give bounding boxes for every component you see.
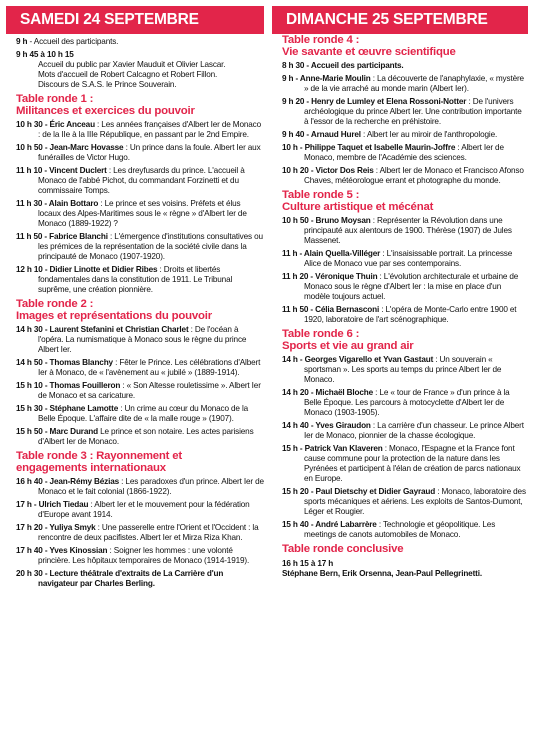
entry-speakers: Arnaud Hurel	[310, 130, 361, 139]
sunday-header: DIMANCHE 25 SEPTEMBRE	[272, 6, 528, 34]
entry-speakers: Paul Dietschy et Didier Gayraud	[315, 487, 436, 496]
schedule-entry: 17 h 20 - Yuliya Smyk : Une passerelle entre l'Orient et l'Occident : la rencontre de deux pacifistes. Albert Ier et Mirza Riza Khan.	[16, 523, 259, 542]
schedule-entry: 11 h 10 - Vincent Duclert : Les dreyfusards du prince. L'accueil à Monaco de l'abbé Pichot, du commandant Forzinetti et du commissaire Tomps.	[16, 166, 245, 195]
entry-time: 15 h	[282, 444, 298, 453]
entry-time: 11 h 30	[16, 199, 43, 208]
round5-list	[282, 216, 528, 325]
entry-title: : Un prince dans la foule. Albert Ier aux funérailles de Victor Hugo.	[38, 143, 261, 162]
schedule-entry: 14 h 20 - Michaël Bloche : Le « tour de France » d'un prince à la Belle Époque. Les parcours à motocyclette d'Albert Ier de Monaco (1903-1905).	[282, 388, 510, 417]
round3-list	[16, 477, 264, 589]
entry-speakers: Fabrice Blanchi	[49, 232, 108, 241]
entry-time: 15 h 20	[282, 487, 309, 496]
entry-speakers: Éric Anceau	[49, 120, 95, 129]
entry-speakers: Philippe Taquet et Isabelle Maurin-Joffre	[304, 143, 456, 152]
schedule-entry: 14 h 40 - Yves Giraudon : La carrière d'un chasseur. Le prince Albert Ier de Monaco, pionnier de la chasse écologique.	[282, 421, 524, 440]
schedule-entry: 14 h 50 - Thomas Blanchy : Fêter le Prince. Les célébrations d'Albert Ier à Monaco, de « l'avènement au « jubilé » (1889-1914).	[16, 358, 261, 377]
entry-title: : Albert Ier de Monaco, membre de l'Académie des sciences.	[304, 143, 504, 162]
schedule-entry: 15 h 40 - André Labarrère : Technologie et géopolitique. Les meetings de canots automobiles de Monaco.	[282, 520, 496, 539]
round1-title: Table ronde 1 : Militances et exercices du pouvoir	[16, 93, 195, 117]
entry-title: : L'évolution architecturale et urbaine de Monaco sous le règne d'Albert Ier : la mise en place d'un modèle toujours actuel.	[304, 272, 519, 301]
entry-speakers: Thomas Blanchy	[49, 358, 113, 367]
entry-speakers: Victor Dos Reis	[315, 166, 374, 175]
entry-time: 14 h	[282, 355, 298, 364]
schedule-entry: 20 h 30 - Lecture théâtrale d'extraits de La Carrière d'un navigateur par Charles Berling.	[16, 569, 224, 588]
entry-speakers: Henry de Lumley et Elena Rossoni-Notter	[311, 97, 467, 106]
entry-title: : Le « tour de France » d'un prince à la Belle Époque. Les parcours à motocyclette d'Albert Ier de Monaco (1903-1905).	[304, 388, 510, 417]
saturday-column	[6, 6, 264, 592]
schedule-entry: 9 h - Anne-Marie Moulin : La découverte de l'anaphylaxie, « mystère » de la vie arraché au monde marin (Albert Ier).	[282, 74, 524, 93]
entry-time: 11 h 10	[16, 166, 43, 175]
schedule-entry: 11 h 50 - Célia Bernasconi : L'opéra de Monte-Carlo entre 1900 et 1920, laboratoire de l'art scénographique.	[282, 305, 517, 324]
schedule-entry: 11 h - Alain Quella-Villéger : L'insaisissable portrait. La princesse Alice de Monaco vue par ses contemporains.	[282, 249, 513, 268]
entry-speakers: Jean-Marc Hovasse	[49, 143, 124, 152]
entry-time: 14 h 50	[16, 358, 43, 367]
entry-time: 17 h 20	[16, 523, 43, 532]
schedule-entry: 15 h 30 - Stéphane Lamotte : Un crime au cœur du Monaco de la Belle Époque. L'affaire dite de « la malle rouge » (1907).	[16, 404, 249, 423]
schedule-entry: 10 h 50 - Bruno Moysan : Représenter la Révolution dans une principauté aux alentours de 1900. Thérèse (1907) de Jules Massenet.	[282, 216, 512, 245]
entry-time: 10 h 50	[16, 143, 43, 152]
entry-speakers: Véronique Thuin	[315, 272, 378, 281]
round1-list	[16, 120, 264, 295]
entry-title: : L'opéra de Monte-Carlo entre 1900 et 1920, laboratoire de l'art scénographique.	[304, 305, 517, 324]
entry-time: 15 h 40	[282, 520, 309, 529]
entry-title: : Les paradoxes d'un prince. Albert Ier de Monaco et le fait colonial (1866-1922).	[38, 477, 264, 496]
entry-time: 10 h	[282, 143, 298, 152]
saturday-content	[6, 34, 264, 589]
entry-speakers: Vincent Duclert	[49, 166, 107, 175]
entry-time: 14 h 40	[282, 421, 309, 430]
entry-title: : Albert Ier au miroir de l'anthropologie.	[360, 130, 498, 139]
schedule-entry: 14 h - Georges Vigarello et Yvan Gastaut : Un souverain « sportsman ». Les sports au temps du prince Albert Ier de Monaco.	[282, 355, 502, 384]
round5-title: Table ronde 5 : Culture artistique et mécénat	[282, 189, 434, 213]
schedule-entry: 11 h 20 - Véronique Thuin : L'évolution architecturale et urbaine de Monaco sous le règne d'Albert Ier : la mise en place d'un modèle toujours actuel.	[282, 272, 519, 301]
entry-title: : Fêter le Prince. Les célébrations d'Albert Ier à Monaco, de « l'avènement au « jubilé » (1889-1914).	[38, 358, 261, 377]
entry-title: : Les dreyfusards du prince. L'accueil à Monaco de l'abbé Pichot, du commandant Forzinetti et du commissaire Tomps.	[38, 166, 245, 195]
entry-speakers: Michaël Bloche	[315, 388, 374, 397]
entry-speakers: Thomas Fouilleron	[49, 381, 121, 390]
schedule-entry: 9 h 40 - Arnaud Hurel : Albert Ier au miroir de l'anthropologie.	[282, 130, 498, 139]
entry-time: 15 h 10	[16, 381, 43, 390]
entry-time: 10 h 30	[16, 120, 43, 129]
entry-speakers: Célia Bernasconi	[315, 305, 380, 314]
round4-list	[282, 61, 528, 186]
entry-time: 10 h 50	[282, 216, 309, 225]
schedule-entry: 15 h 10 - Thomas Fouilleron : « Son Altesse rouletissime ». Albert Ier de Monaco et sa caricature.	[16, 381, 261, 400]
entry-time: 17 h 40	[16, 546, 43, 555]
entry-title: : Albert Ier de Monaco et Francisco Afonso Chaves, météorologue errant et photographe du monde.	[304, 166, 524, 185]
entry-speakers: Laurent Stefanini et Christian Charlet	[49, 325, 189, 334]
entry-title: : L'insaisissable portrait. La princesse Alice de Monaco vue par ses contemporains.	[304, 249, 513, 268]
schedule-entry: 17 h - Ulrich Tiedau : Albert Ier et le mouvement pour la fédération d'Europe avant 1914.	[16, 500, 250, 519]
entry-speakers: Alain Quella-Villéger	[303, 249, 381, 258]
entry-time: 17 h	[16, 500, 32, 509]
entry-time: 20 h 30	[16, 569, 43, 578]
entry-time: 9 h	[282, 74, 294, 83]
entry-speakers: Georges Vigarello et Yvan Gastaut	[304, 355, 434, 364]
entry-title: : De l'univers archéologique du prince Albert Ier. Une contribution importante à l'essor de la recherche en préhistoire.	[304, 97, 522, 126]
round4-title: Table ronde 4 : Vie savante et œuvre scientifique	[282, 34, 456, 58]
entry-time: 14 h 30	[16, 325, 43, 334]
entry-speakers: Ulrich Tiedau	[38, 500, 89, 509]
entry-title: : Technologie et géopolitique. Les meetings de canots automobiles de Monaco.	[304, 520, 496, 539]
entry-speakers: Patrick Van Klaveren	[304, 444, 383, 453]
entry-title: : La carrière d'un chasseur. Le prince Albert Ier de Monaco, pionnier de la chasse écologique.	[304, 421, 524, 440]
schedule-entry: 10 h 50 - Jean-Marc Hovasse : Un prince dans la foule. Albert Ier aux funérailles de Victor Hugo.	[16, 143, 261, 162]
schedule-entry: 17 h 40 - Yves Kinossian : Soigner les hommes : une volonté princière. Les hôpitaux temporaires de Monaco (1914-1919).	[16, 546, 250, 565]
entry-title: : Une passerelle entre l'Orient et l'Occident : la rencontre de deux pacifistes. Albert Ier et Mirza Riza Khan.	[38, 523, 259, 542]
entry-speakers: Anne-Marie Moulin	[299, 74, 371, 83]
entry-time: 16 h 40	[16, 477, 43, 486]
round3-title: Table ronde 3 : Rayonnement et engagements internationaux	[16, 450, 182, 474]
schedule-entry: 11 h 30 - Alain Bottaro : Le prince et ses voisins. Préfets et élus locaux des Alpes-Maritimes sous le « règne » d'Albert Ier de Monaco (1889-1922) ?	[16, 199, 247, 228]
entry-time: 11 h 50	[16, 232, 43, 241]
schedule-entry: 12 h 10 - Didier Linotte et Didier Ribes : Droits et libertés fondamentales dans la constitution de 1911. Le Tribunal suprême, une création pionnière.	[16, 265, 233, 294]
entry-title: : Représenter la Révolution dans une principauté aux alentours de 1900. Thérèse (1907) de Jules Massenet.	[304, 216, 512, 245]
sunday-column	[272, 6, 528, 582]
entry-title: : Droits et libertés fondamentales dans la constitution de 1911. Le Tribunal suprême, une création pionnière.	[38, 265, 233, 294]
entry-speakers: Marc Durand	[49, 427, 98, 436]
round2-title: Table ronde 2 : Images et représentations du pouvoir	[16, 298, 212, 322]
schedule-entry: 11 h 50 - Fabrice Blanchi : L'émergence d'institutions consultatives ou les prémices de la représentation de la société civile dans la principauté de Monaco (1907-1920).	[16, 232, 263, 261]
entry-title: Le prince et son notaire. Les actes parisiens d'Albert Ier de Monaco.	[38, 427, 254, 446]
opening-speeches: 9 h 45 à 10 h 15 Accueil du public par Xavier Mauduit et Olivier Lascar. Mots d'accueil de Robert Calcagno et Robert Fillon. Discours de S.A.S. le Prince Souverain.	[16, 50, 226, 89]
schedule-entry: 10 h - Philippe Taquet et Isabelle Maurin-Joffre : Albert Ier de Monaco, membre de l'Académie des sciences.	[282, 143, 504, 162]
entry-speakers: Yves Giraudon	[315, 421, 371, 430]
schedule-entry: 15 h - Patrick Van Klaveren : Monaco, l'Espagne et la France font cause commune pour la protection de la nature dans les Pyrénées et participent à l'élan de création de parcs nationaux en Europe.	[282, 444, 521, 483]
schedule-entry: 10 h 30 - Éric Anceau : Les années françaises d'Albert Ier de Monaco : de la IIe à la IIIe République, en passant par le 2nd Empire.	[16, 120, 262, 139]
entry-time: 9 h 20	[282, 97, 305, 106]
entry-speakers: Yuliya Smyk	[49, 523, 96, 532]
saturday-header: SAMEDI 24 SEPTEMBRE	[6, 6, 264, 34]
entry-title: : Albert Ier et le mouvement pour la fédération d'Europe avant 1914.	[38, 500, 250, 519]
schedule-entry: 14 h 30 - Laurent Stefanini et Christian Charlet : De l'océan à l'opéra. La numismatique à Monaco sous le règne du prince Albert Ier.	[16, 325, 247, 354]
conclusive-entry: 16 h 15 à 17 h Stéphane Bern, Erik Orsenna, Jean-Paul Pellegrinetti.	[282, 558, 482, 578]
entry-title: : « Son Altesse rouletissime ». Albert Ier de Monaco et sa caricature.	[38, 381, 261, 400]
entry-time: 11 h 20	[282, 272, 309, 281]
round6-list	[282, 355, 528, 540]
entry-speakers: Bruno Moysan	[315, 216, 371, 225]
entry-speakers: Stéphane Lamotte	[49, 404, 119, 413]
entry-time: 14 h 20	[282, 388, 309, 397]
schedule-entry: 16 h 40 - Jean-Rémy Bézias : Les paradoxes d'un prince. Albert Ier de Monaco et le fait colonial (1866-1922).	[16, 477, 264, 496]
entry-title: : Monaco, l'Espagne et la France font cause commune pour la protection de la nature dans les Pyrénées et participent à l'élan de création de parcs nationaux en Europe.	[304, 444, 521, 483]
entry-speakers: Accueil des participants.	[310, 61, 404, 70]
entry-time: 12 h 10	[16, 265, 43, 274]
entry-title: : Le prince et ses voisins. Préfets et élus locaux des Alpes-Maritimes sous le « règne » d'Albert Ier de Monaco (1889-1922) ?	[38, 199, 247, 228]
entry-title: : Un souverain « sportsman ». Les sports au temps du prince Albert Ier de Monaco.	[304, 355, 502, 384]
entry-title: : Soigner les hommes : une volonté princière. Les hôpitaux temporaires de Monaco (1914-1919).	[38, 546, 250, 565]
entry-speakers: Lecture théâtrale d'extraits de La Carrière d'un navigateur par Charles Berling.	[38, 569, 224, 588]
schedule-entry: 15 h 20 - Paul Dietschy et Didier Gayraud : Monaco, laboratoire des sports mécaniques et aériens. Les exploits de Santos-Dumont, Léger et Rougier.	[282, 487, 526, 516]
opening-entry: 9 h - Accueil des participants.	[16, 37, 119, 46]
entry-title: : Un crime au cœur du Monaco de la Belle Époque. L'affaire dite de « la malle rouge » (1907).	[38, 404, 249, 423]
entry-speakers: Didier Linotte et Didier Ribes	[49, 265, 158, 274]
entry-speakers: Yves Kinossian	[49, 546, 108, 555]
conclusive-title: Table ronde conclusive	[282, 543, 404, 555]
entry-time: 11 h	[282, 249, 298, 258]
schedule-entry: 9 h 20 - Henry de Lumley et Elena Rossoni-Notter : De l'univers archéologique du prince Albert Ier. Une contribution importante à l'essor de la recherche en préhistoire.	[282, 97, 522, 126]
entry-time: 15 h 50	[16, 427, 43, 436]
entry-speakers: Alain Bottaro	[48, 199, 99, 208]
schedule-entry: 10 h 20 - Victor Dos Reis : Albert Ier de Monaco et Francisco Afonso Chaves, météorologue errant et photographe du monde.	[282, 166, 524, 185]
entry-time: 11 h 50	[282, 305, 309, 314]
schedule-entry: 8 h 30 - Accueil des participants.	[282, 61, 404, 70]
round2-list	[16, 325, 264, 447]
entry-speakers: André Labarrère	[315, 520, 377, 529]
entry-time: 9 h 40	[282, 130, 305, 139]
entry-title: : De l'océan à l'opéra. La numismatique à Monaco sous le règne du prince Albert Ier.	[38, 325, 247, 354]
entry-time: 15 h 30	[16, 404, 43, 413]
entry-time: 8 h 30	[282, 61, 305, 70]
round6-title: Table ronde 6 : Sports et vie au grand air	[282, 328, 414, 352]
schedule-entry: 15 h 50 - Marc Durand Le prince et son notaire. Les actes parisiens d'Albert Ier de Monaco.	[16, 427, 254, 446]
entry-title: : La découverte de l'anaphylaxie, « mystère » de la vie arraché au monde marin (Albert Ier).	[304, 74, 524, 93]
sunday-content	[272, 35, 528, 579]
entry-title: : Monaco, laboratoire des sports mécaniques et aériens. Les exploits de Santos-Dumont, Léger et Rougier.	[304, 487, 526, 516]
entry-title: : L'émergence d'institutions consultatives ou les prémices de la représentation de la société civile dans la principauté de Monaco (1907-1920).	[38, 232, 263, 261]
entry-time: 10 h 20	[282, 166, 309, 175]
entry-title: : Les années françaises d'Albert Ier de Monaco : de la IIe à la IIIe République, en passant par le 2nd Empire.	[38, 120, 262, 139]
entry-speakers: Jean-Rémy Bézias	[49, 477, 120, 486]
